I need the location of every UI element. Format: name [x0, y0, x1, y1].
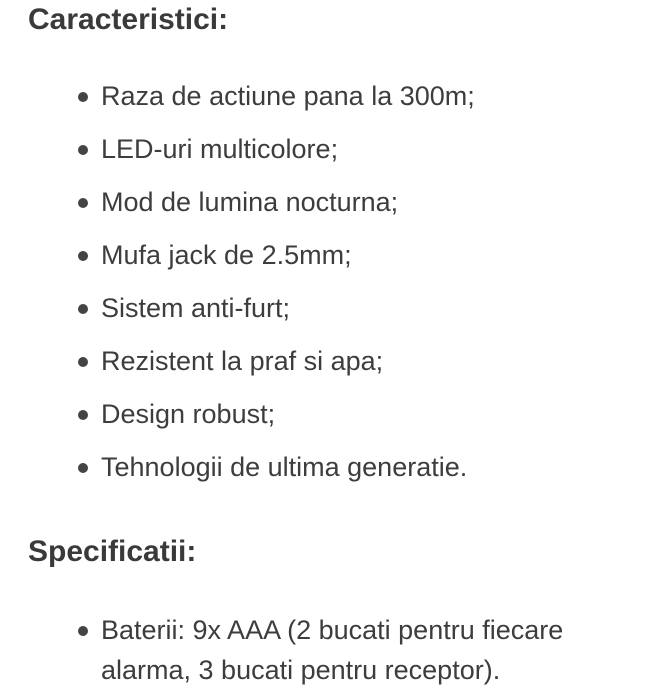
list-item-text: Tehnologii de ultima generatie. — [101, 452, 468, 482]
list-item — [0, 450, 475, 503]
section-title-specificatii: Specificatii: — [28, 535, 197, 568]
bullet-icon — [78, 251, 88, 261]
specificatii-list — [0, 610, 563, 690]
list-item — [0, 344, 475, 397]
caracteristici-list — [0, 79, 475, 503]
list-item — [0, 291, 475, 344]
list-item — [0, 610, 563, 690]
list-item — [0, 185, 475, 238]
list-item-text: Mod de lumina nocturna; — [101, 187, 399, 217]
list-item-text: Raza de actiune pana la 300m; — [101, 81, 475, 111]
bullet-icon — [78, 357, 88, 367]
section-title-caracteristici: Caracteristici: — [28, 3, 229, 36]
bullet-icon — [78, 463, 88, 473]
list-item — [0, 79, 475, 132]
bullet-icon — [78, 626, 88, 636]
list-item-text: Sistem anti-furt; — [101, 293, 291, 323]
list-item-text: Rezistent la praf si apa; — [101, 346, 384, 376]
list-item — [0, 238, 475, 291]
bullet-icon — [78, 145, 88, 155]
bullet-icon — [78, 92, 88, 102]
bullet-icon — [78, 304, 88, 314]
list-item-text: LED-uri multicolore; — [101, 134, 339, 164]
list-item-text: Mufa jack de 2.5mm; — [101, 240, 352, 270]
list-item-text-line-1: Baterii: 9x AAA (2 bucati pentru fiecare — [101, 615, 564, 645]
bullet-icon — [78, 410, 88, 420]
list-item-text: Design robust; — [101, 399, 276, 429]
bullet-icon — [78, 198, 88, 208]
list-item — [0, 132, 475, 185]
list-item — [0, 397, 475, 450]
list-item-text-line-2: alarma, 3 bucati pentru receptor). — [101, 655, 501, 685]
